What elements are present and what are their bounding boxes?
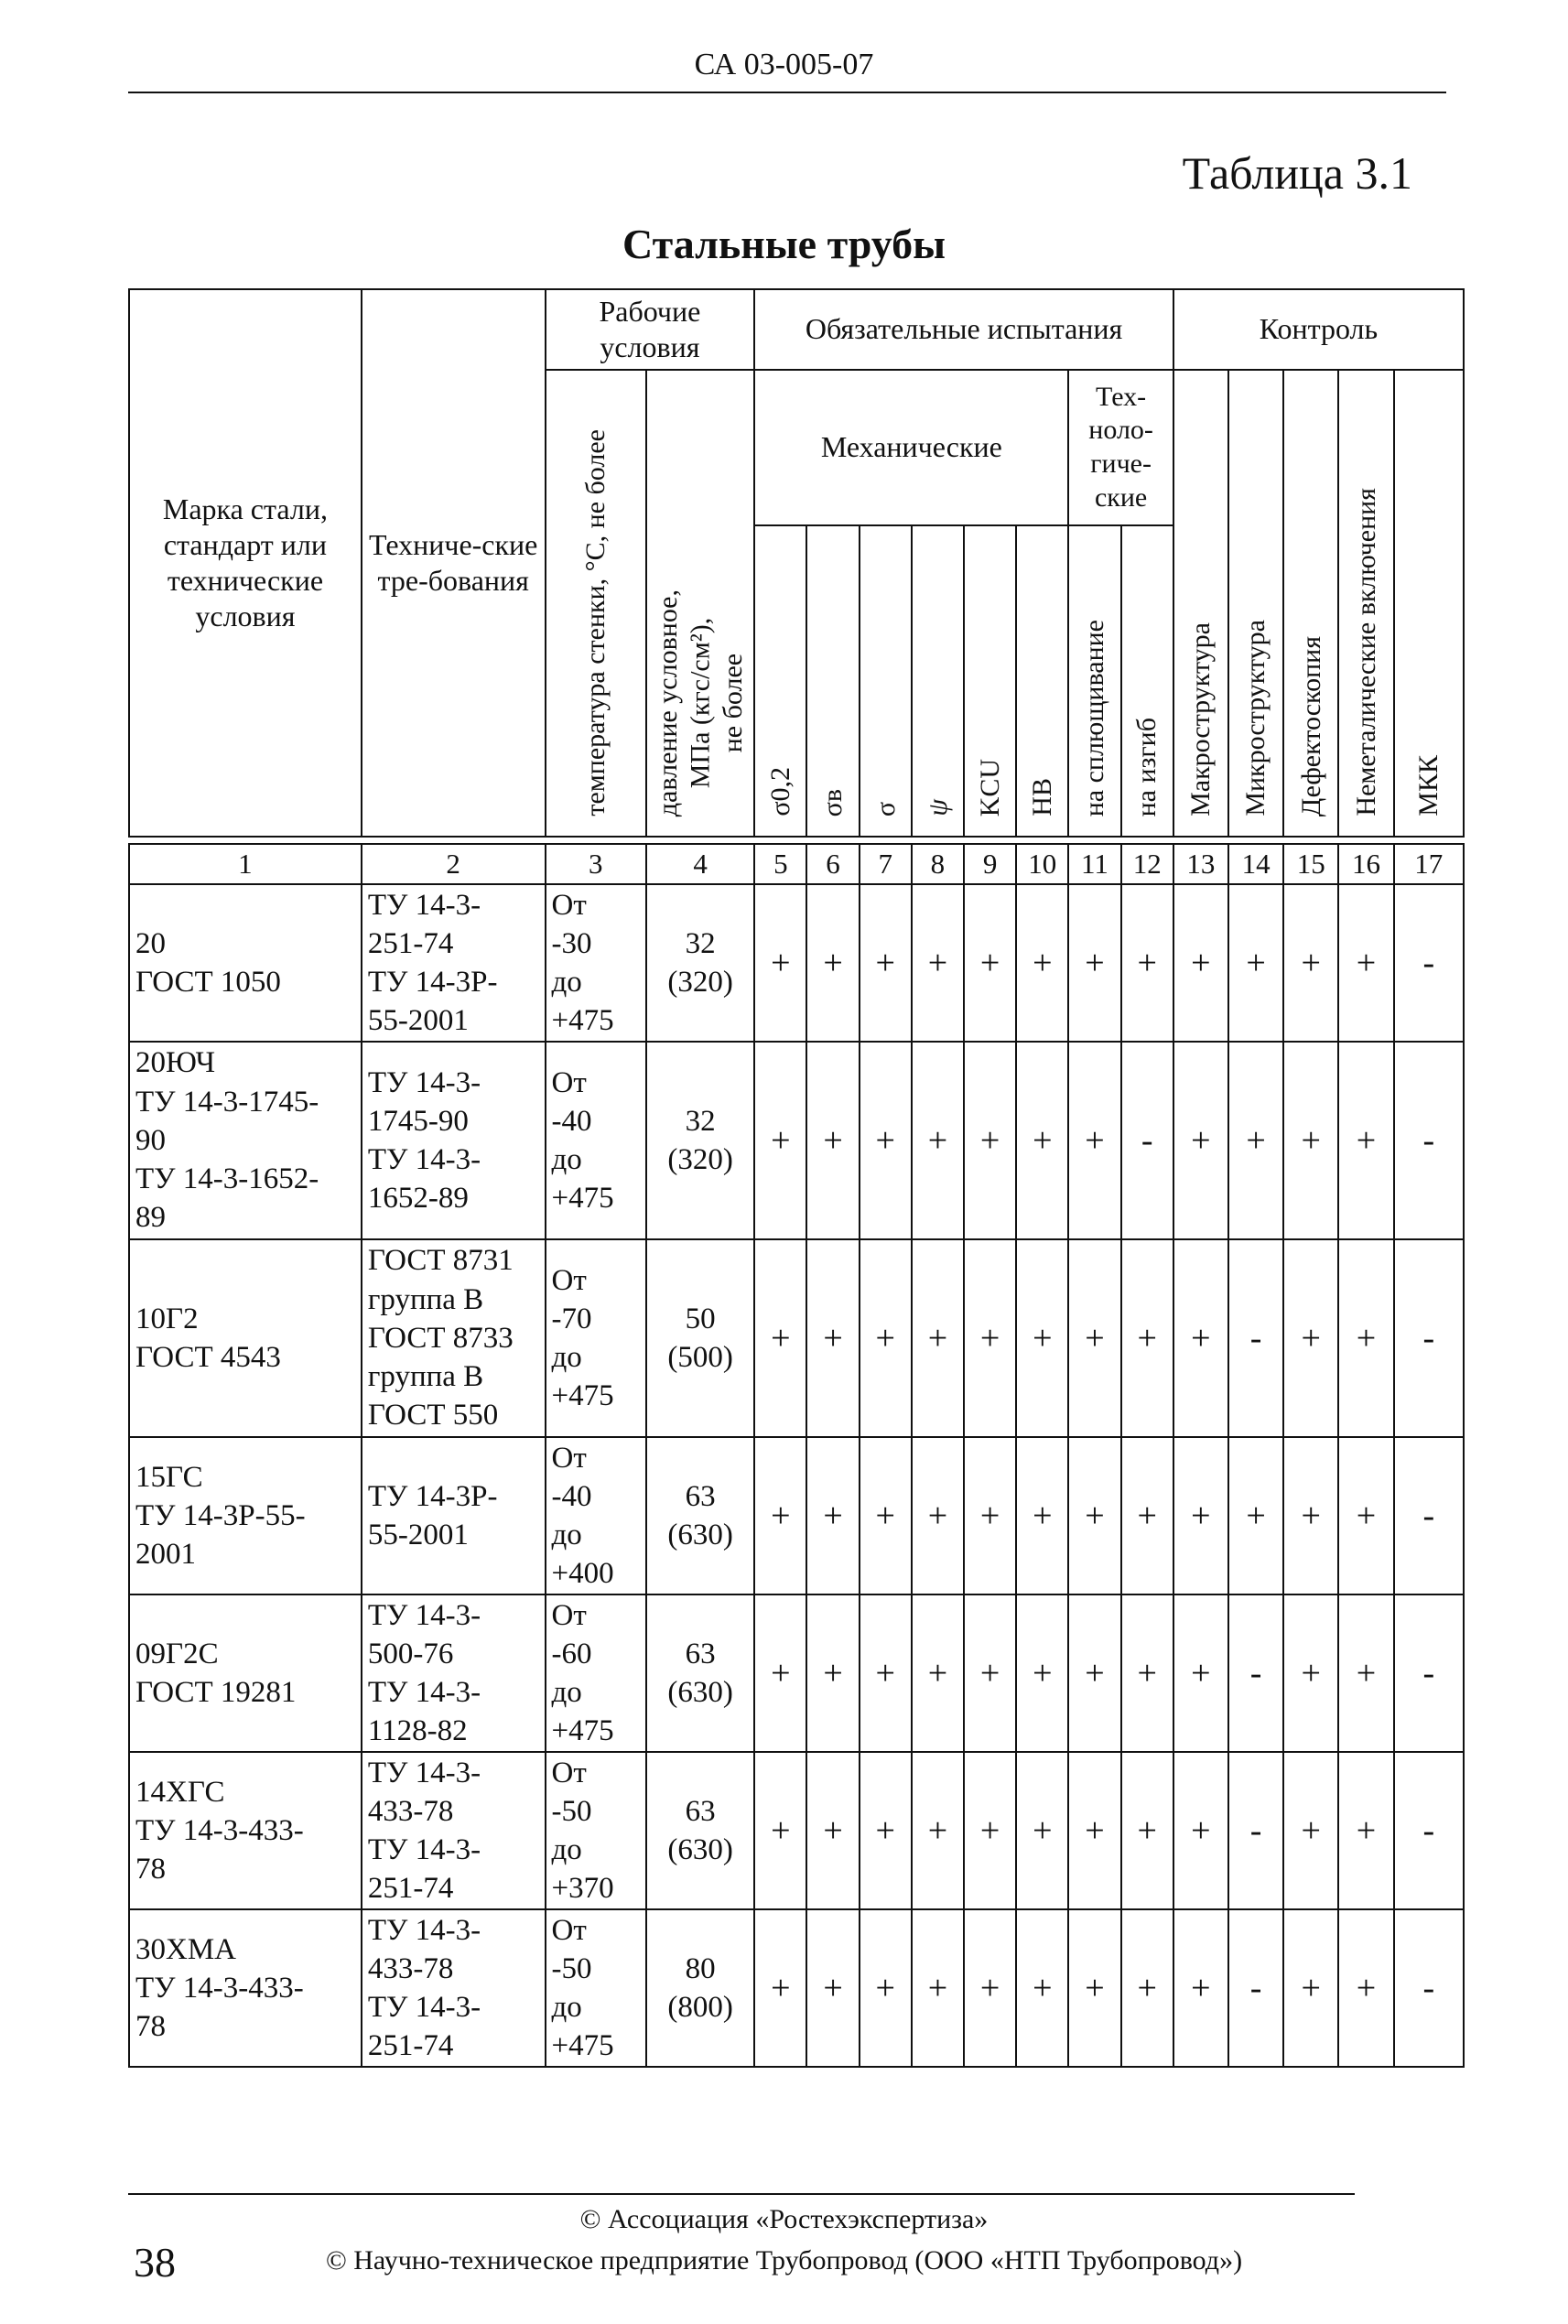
steel-grade-cell-line: ТУ 14-3Р-55- bbox=[135, 1498, 306, 1532]
header-pressure: давление условное, МПа (кгс/см²), не более bbox=[646, 370, 754, 837]
requirements-cell bbox=[362, 1752, 546, 1909]
test-mark-cell: + bbox=[964, 884, 1016, 1042]
requirements-cell-line: 500-76 bbox=[367, 1637, 454, 1670]
test-mark-cell: + bbox=[1173, 1752, 1228, 1909]
steel-grade-cell bbox=[129, 884, 362, 1042]
temperature-cell-line: -40 bbox=[551, 1104, 592, 1138]
temperature-cell bbox=[546, 1437, 646, 1594]
steel-grade-cell-line: 20ЮЧ bbox=[135, 1046, 216, 1080]
temperature-cell bbox=[546, 1752, 646, 1909]
column-number: 5 bbox=[754, 844, 806, 884]
test-mark-cell: + bbox=[1283, 1752, 1338, 1909]
header-hb: HB bbox=[1016, 525, 1068, 837]
test-mark-cell: + bbox=[1283, 1239, 1338, 1437]
test-mark-cell: + bbox=[806, 884, 859, 1042]
test-mark-cell: + bbox=[964, 1239, 1016, 1437]
header-grade: Марка стали, стандарт или технические условия bbox=[129, 289, 362, 837]
column-number: 17 bbox=[1394, 844, 1464, 884]
test-mark-cell: + bbox=[1016, 1042, 1068, 1239]
test-mark-cell: + bbox=[860, 1752, 912, 1909]
test-mark-cell: + bbox=[860, 884, 912, 1042]
header-kcu: KCU bbox=[964, 525, 1016, 837]
temperature-cell-line: -40 bbox=[551, 1479, 592, 1513]
temperature-cell bbox=[546, 1594, 646, 1752]
test-mark-cell: - bbox=[1394, 1239, 1464, 1437]
temperature-cell-line: +475 bbox=[551, 2029, 614, 2063]
temperature-cell-line: От bbox=[551, 888, 587, 922]
copyright-company: © Научно-техническое предприятие Трубопровод (ООО «НТП Трубопровод») bbox=[325, 2245, 1243, 2275]
test-mark-cell: + bbox=[1173, 1437, 1228, 1594]
requirements-cell-line: 251-74 bbox=[367, 926, 454, 960]
test-mark-cell: + bbox=[1173, 1239, 1228, 1437]
test-mark-cell: + bbox=[1228, 884, 1283, 1042]
test-mark-cell: + bbox=[1338, 1042, 1393, 1239]
header-mechanical: Механические bbox=[754, 370, 1068, 525]
header-temp: температура стенки, °С, не более bbox=[546, 370, 646, 837]
pressure-cell bbox=[646, 884, 754, 1042]
steel-grade-cell-line: 90 bbox=[135, 1123, 166, 1157]
temperature-cell-line: -50 bbox=[551, 1794, 592, 1828]
column-number: 4 bbox=[646, 844, 754, 884]
temperature-cell-line: +475 bbox=[551, 1182, 614, 1216]
copyright-association: © Ассоциация «Ростехэкспертиза» bbox=[579, 2204, 989, 2234]
steel-grade-cell bbox=[129, 1239, 362, 1437]
column-number: 10 bbox=[1016, 844, 1068, 884]
temperature-cell-line: +400 bbox=[551, 1557, 614, 1591]
column-number: 7 bbox=[860, 844, 912, 884]
column-number: 9 bbox=[964, 844, 1016, 884]
test-mark-cell: - bbox=[1228, 1239, 1283, 1437]
pressure-cell bbox=[646, 1594, 754, 1752]
test-mark-cell: + bbox=[1121, 1909, 1173, 2067]
test-mark-cell: - bbox=[1394, 1594, 1464, 1752]
requirements-cell-line: 55-2001 bbox=[367, 1004, 469, 1038]
page-number: 38 bbox=[134, 2239, 176, 2286]
column-number: 6 bbox=[806, 844, 859, 884]
pressure-cell bbox=[646, 1752, 754, 1909]
steel-grade-cell bbox=[129, 1594, 362, 1752]
test-mark-cell: + bbox=[754, 1042, 806, 1239]
requirements-cell-line: 1128-82 bbox=[367, 1714, 468, 1748]
test-mark-cell: + bbox=[964, 1752, 1016, 1909]
test-mark-cell: + bbox=[1283, 884, 1338, 1042]
test-mark-cell: + bbox=[1283, 1437, 1338, 1594]
requirements-cell-line: ГОСТ 8733 bbox=[367, 1321, 514, 1355]
steel-grade-cell-line: 30ХМА bbox=[135, 1932, 237, 1966]
test-mark-cell: + bbox=[1283, 1042, 1338, 1239]
test-mark-cell: + bbox=[806, 1042, 859, 1239]
test-mark-cell: + bbox=[1228, 1437, 1283, 1594]
test-mark-cell: + bbox=[1121, 1594, 1173, 1752]
test-mark-cell: + bbox=[964, 1437, 1016, 1594]
requirements-cell bbox=[362, 1239, 546, 1437]
temperature-cell-line: +475 bbox=[551, 1714, 614, 1748]
table-row bbox=[129, 1239, 1464, 1437]
temperature-cell bbox=[546, 884, 646, 1042]
header-defect: Дефектоскопия bbox=[1283, 370, 1338, 837]
test-mark-cell: + bbox=[754, 1752, 806, 1909]
steel-grade-cell-line: ТУ 14-3-1745- bbox=[135, 1085, 319, 1119]
temperature-cell-line: -60 bbox=[551, 1637, 592, 1670]
steel-grade-cell-line: ГОСТ 19281 bbox=[135, 1676, 297, 1709]
test-mark-cell: + bbox=[1338, 1909, 1393, 2067]
pressure-cell-line: (800) bbox=[667, 1991, 733, 2024]
requirements-cell-line: 1745-90 bbox=[367, 1104, 469, 1138]
test-mark-cell: + bbox=[912, 1594, 964, 1752]
header-macro: Макроструктура bbox=[1173, 370, 1228, 837]
header-sigma: σ bbox=[860, 525, 912, 837]
table-number: Таблица 3.1 bbox=[1182, 147, 1412, 199]
pressure-cell-line: (630) bbox=[667, 1676, 733, 1709]
pressure-cell-line: (630) bbox=[667, 1833, 733, 1866]
test-mark-cell: + bbox=[1121, 1752, 1173, 1909]
temperature-cell-line: до bbox=[551, 1991, 582, 2024]
pressure-cell-line: 32 bbox=[685, 926, 716, 960]
requirements-cell bbox=[362, 1594, 546, 1752]
test-mark-cell: + bbox=[1068, 1239, 1120, 1437]
requirements-cell-line: ТУ 14-3- bbox=[367, 1833, 481, 1866]
header-nonmetal: Неметалические включения bbox=[1338, 370, 1393, 837]
test-mark-cell: + bbox=[1173, 1594, 1228, 1752]
requirements-cell bbox=[362, 1909, 546, 2067]
column-number: 1 bbox=[129, 844, 362, 884]
test-mark-cell: + bbox=[964, 1909, 1016, 2067]
header-psi: ψ bbox=[912, 525, 964, 837]
steel-grade-cell-line: ТУ 14-3-1652- bbox=[135, 1162, 319, 1196]
test-mark-cell: - bbox=[1394, 1437, 1464, 1594]
test-mark-cell: + bbox=[1338, 1752, 1393, 1909]
column-number: 2 bbox=[362, 844, 546, 884]
test-mark-cell: + bbox=[754, 1239, 806, 1437]
test-mark-cell: + bbox=[912, 1752, 964, 1909]
test-mark-cell: - bbox=[1121, 1042, 1173, 1239]
test-mark-cell: + bbox=[1283, 1594, 1338, 1752]
test-mark-cell: + bbox=[1338, 1239, 1393, 1437]
requirements-cell-line: ТУ 14-3- bbox=[367, 888, 481, 922]
test-mark-cell: + bbox=[806, 1239, 859, 1437]
pressure-cell-line: (320) bbox=[667, 966, 733, 999]
requirements-cell-line: группа В bbox=[367, 1360, 484, 1394]
header-rule bbox=[128, 92, 1446, 93]
table-row bbox=[129, 1909, 1464, 2067]
temperature-cell-line: От bbox=[551, 1065, 587, 1099]
steel-grade-cell-line: ГОСТ 1050 bbox=[135, 966, 281, 999]
column-number: 15 bbox=[1283, 844, 1338, 884]
test-mark-cell: + bbox=[1068, 884, 1120, 1042]
test-mark-cell: + bbox=[1173, 1909, 1228, 2067]
pressure-cell-line: (630) bbox=[667, 1519, 733, 1551]
test-mark-cell: - bbox=[1228, 1909, 1283, 2067]
document-code: СА 03-005-07 bbox=[694, 48, 874, 81]
steel-pipes-table bbox=[128, 288, 1465, 2068]
test-mark-cell: + bbox=[1068, 1042, 1120, 1239]
pressure-cell bbox=[646, 1437, 754, 1594]
test-mark-cell: + bbox=[912, 1042, 964, 1239]
requirements-cell-line: 251-74 bbox=[367, 2029, 454, 2063]
pressure-cell-line: 50 bbox=[685, 1302, 716, 1335]
requirements-cell-line: ТУ 14-3- bbox=[367, 1756, 481, 1789]
test-mark-cell: + bbox=[1173, 884, 1228, 1042]
steel-grade-cell-line: 89 bbox=[135, 1201, 166, 1235]
test-mark-cell: + bbox=[912, 1437, 964, 1594]
test-mark-cell: - bbox=[1228, 1752, 1283, 1909]
temperature-cell-line: От bbox=[551, 1756, 587, 1789]
test-mark-cell: - bbox=[1394, 1909, 1464, 2067]
header-working-conditions: Рабочие условия bbox=[546, 289, 755, 370]
steel-grade-cell bbox=[129, 1042, 362, 1239]
steel-grade-cell-line: 2001 bbox=[135, 1538, 196, 1572]
temperature-cell-line: до bbox=[551, 1341, 582, 1374]
test-mark-cell: + bbox=[806, 1594, 859, 1752]
requirements-cell-line: группа В bbox=[367, 1282, 484, 1316]
header-micro: Микроструктура bbox=[1228, 370, 1283, 837]
test-mark-cell: + bbox=[1068, 1909, 1120, 2067]
column-number: 14 bbox=[1228, 844, 1283, 884]
column-number: 8 bbox=[912, 844, 964, 884]
steel-grade-cell bbox=[129, 1909, 362, 2067]
header-sigmab: σв bbox=[806, 525, 859, 837]
temperature-cell-line: +475 bbox=[551, 1379, 614, 1413]
test-mark-cell: + bbox=[1016, 1239, 1068, 1437]
requirements-cell bbox=[362, 884, 546, 1042]
test-mark-cell: + bbox=[806, 1909, 859, 2067]
test-mark-cell: + bbox=[806, 1752, 859, 1909]
pressure-cell-line: 63 bbox=[685, 1637, 716, 1670]
table-title: Стальные трубы bbox=[622, 221, 946, 267]
test-mark-cell: + bbox=[912, 1239, 964, 1437]
test-mark-cell: + bbox=[1016, 1437, 1068, 1594]
pressure-cell bbox=[646, 1239, 754, 1437]
test-mark-cell: + bbox=[1338, 1594, 1393, 1752]
temperature-cell-line: -30 bbox=[551, 926, 592, 960]
test-mark-cell: - bbox=[1394, 884, 1464, 1042]
temperature-cell-line: От bbox=[551, 1441, 587, 1475]
requirements-cell-line: 1652-89 bbox=[367, 1182, 469, 1216]
steel-grade-cell-line: 14ХГС bbox=[135, 1775, 225, 1809]
test-mark-cell: + bbox=[964, 1042, 1016, 1239]
pressure-cell-line: 32 bbox=[685, 1104, 716, 1138]
pressure-cell bbox=[646, 1042, 754, 1239]
test-mark-cell: + bbox=[1068, 1752, 1120, 1909]
steel-grade-cell bbox=[129, 1752, 362, 1909]
header-mkk: МКК bbox=[1394, 370, 1464, 837]
pressure-cell bbox=[646, 1909, 754, 2067]
temperature-cell-line: +475 bbox=[551, 1004, 614, 1038]
temperature-cell-line: до bbox=[551, 966, 582, 999]
requirements-cell-line: 433-78 bbox=[367, 1794, 454, 1828]
requirements-cell-line: ТУ 14-3- bbox=[367, 1913, 481, 1947]
test-mark-cell: + bbox=[754, 1437, 806, 1594]
test-mark-cell: + bbox=[1121, 884, 1173, 1042]
temperature-cell-line: От bbox=[551, 1263, 587, 1297]
test-mark-cell: + bbox=[912, 884, 964, 1042]
pressure-cell-line: (500) bbox=[667, 1341, 733, 1374]
temperature-cell-line: -70 bbox=[551, 1302, 592, 1335]
test-mark-cell: + bbox=[1068, 1594, 1120, 1752]
test-mark-cell: + bbox=[806, 1437, 859, 1594]
requirements-cell-line: ГОСТ 550 bbox=[367, 1399, 499, 1432]
requirements-cell-line: ТУ 14-3- bbox=[367, 1598, 481, 1632]
column-number: 3 bbox=[546, 844, 646, 884]
pressure-cell-line: 63 bbox=[685, 1479, 716, 1513]
test-mark-cell: + bbox=[754, 1909, 806, 2067]
test-mark-cell: + bbox=[860, 1042, 912, 1239]
temperature-cell-line: От bbox=[551, 1913, 587, 1947]
test-mark-cell: + bbox=[1016, 1594, 1068, 1752]
steel-grade-cell-line: ТУ 14-3-433- bbox=[135, 1971, 304, 2005]
test-mark-cell: + bbox=[1121, 1437, 1173, 1594]
table-row bbox=[129, 1752, 1464, 1909]
column-number: 16 bbox=[1338, 844, 1393, 884]
test-mark-cell: + bbox=[964, 1594, 1016, 1752]
table-row bbox=[129, 1042, 1464, 1239]
header-separator bbox=[129, 837, 1464, 844]
column-number-row bbox=[129, 844, 1464, 884]
footer-rule bbox=[128, 2193, 1355, 2195]
test-mark-cell: + bbox=[1016, 1909, 1068, 2067]
requirements-cell-line: ТУ 14-3- bbox=[367, 1143, 481, 1176]
temperature-cell-line: до bbox=[551, 1676, 582, 1709]
temperature-cell bbox=[546, 1239, 646, 1437]
test-mark-cell: + bbox=[754, 1594, 806, 1752]
requirements-cell-line: ТУ 14-3- bbox=[367, 1676, 481, 1709]
column-number: 11 bbox=[1068, 844, 1120, 884]
requirements-cell-line: 251-74 bbox=[367, 1872, 454, 1906]
temperature-cell-line: -50 bbox=[551, 1951, 592, 1985]
test-mark-cell: + bbox=[860, 1594, 912, 1752]
steel-grade-cell-line: 10Г2 bbox=[135, 1302, 199, 1335]
header-control: Контроль bbox=[1173, 289, 1464, 370]
table-row bbox=[129, 1437, 1464, 1594]
table-body bbox=[129, 884, 1464, 2067]
steel-grade-cell bbox=[129, 1437, 362, 1594]
test-mark-cell: + bbox=[1338, 1437, 1393, 1594]
header-bend: на изгиб bbox=[1121, 525, 1173, 837]
pressure-cell-line: 63 bbox=[685, 1794, 716, 1828]
requirements-cell bbox=[362, 1437, 546, 1594]
steel-grade-cell-line: ТУ 14-3-433- bbox=[135, 1813, 304, 1847]
requirements-cell-line: ГОСТ 8731 bbox=[367, 1244, 514, 1278]
test-mark-cell: + bbox=[754, 884, 806, 1042]
test-mark-cell: + bbox=[1068, 1437, 1120, 1594]
steel-grade-cell-line: 78 bbox=[135, 2010, 166, 2044]
header-flatten: на сплющивание bbox=[1068, 525, 1120, 837]
test-mark-cell: - bbox=[1228, 1594, 1283, 1752]
steel-grade-cell-line: 09Г2С bbox=[135, 1637, 219, 1670]
steel-grade-cell-line: 20 bbox=[135, 926, 166, 960]
header-mandatory-tests: Обязательные испытания bbox=[754, 289, 1173, 370]
test-mark-cell: - bbox=[1394, 1042, 1464, 1239]
table-row bbox=[129, 884, 1464, 1042]
header-technological: Тех-ноло-гиче-ские bbox=[1068, 370, 1173, 525]
requirements-cell bbox=[362, 1042, 546, 1239]
test-mark-cell: + bbox=[912, 1909, 964, 2067]
steel-grade-cell-line: ГОСТ 4543 bbox=[135, 1341, 281, 1374]
temperature-cell-line: до bbox=[551, 1143, 582, 1176]
requirements-cell-line: ТУ 14-3Р- bbox=[367, 966, 498, 999]
pressure-cell-line: 80 bbox=[685, 1951, 716, 1985]
test-mark-cell: + bbox=[1121, 1239, 1173, 1437]
header-requirements: Техниче-ские тре-бования bbox=[362, 289, 546, 837]
requirements-cell-line: ТУ 14-3- bbox=[367, 1065, 481, 1099]
requirements-cell-line: 55-2001 bbox=[367, 1519, 469, 1551]
table-row bbox=[129, 1594, 1464, 1752]
pressure-cell-line: (320) bbox=[667, 1143, 733, 1176]
steel-grade-cell-line: 15ГС bbox=[135, 1460, 203, 1494]
temperature-cell-line: +370 bbox=[551, 1872, 614, 1906]
test-mark-cell: + bbox=[860, 1909, 912, 2067]
requirements-cell-line: 433-78 bbox=[367, 1951, 454, 1985]
test-mark-cell: + bbox=[1283, 1909, 1338, 2067]
test-mark-cell: + bbox=[860, 1239, 912, 1437]
temperature-cell-line: до bbox=[551, 1833, 582, 1866]
test-mark-cell: + bbox=[1173, 1042, 1228, 1239]
header-sigma02: σ0,2 bbox=[754, 525, 806, 837]
column-number: 12 bbox=[1121, 844, 1173, 884]
test-mark-cell: + bbox=[1338, 884, 1393, 1042]
test-mark-cell: + bbox=[1228, 1042, 1283, 1239]
column-number: 13 bbox=[1173, 844, 1228, 884]
test-mark-cell: + bbox=[1016, 884, 1068, 1042]
temperature-cell bbox=[546, 1042, 646, 1239]
test-mark-cell: - bbox=[1394, 1752, 1464, 1909]
temperature-cell-line: От bbox=[551, 1598, 587, 1632]
requirements-cell-line: ТУ 14-3- bbox=[367, 1991, 481, 2024]
test-mark-cell: + bbox=[1016, 1752, 1068, 1909]
temperature-cell-line: до bbox=[551, 1519, 582, 1551]
temperature-cell bbox=[546, 1909, 646, 2067]
requirements-cell-line: ТУ 14-3Р- bbox=[367, 1479, 498, 1513]
test-mark-cell: + bbox=[860, 1437, 912, 1594]
steel-grade-cell-line: 78 bbox=[135, 1853, 166, 1886]
